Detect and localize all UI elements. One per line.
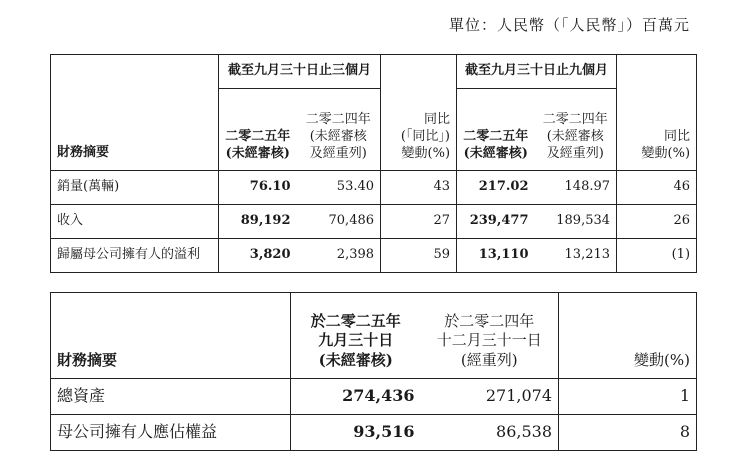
header-spacer xyxy=(617,55,697,89)
cell-9m-2025: 239,477 xyxy=(457,205,535,239)
row-label: 收入 xyxy=(51,205,219,239)
cell-2024: 86,538 xyxy=(421,415,559,451)
col-header-q-2024: 二零二四年 (未經審核 及經重列) xyxy=(297,89,381,171)
table-row xyxy=(51,171,697,205)
cell-9m-2025: 13,110 xyxy=(457,239,535,273)
col-header-9m-yoy: 同比 變動(%) xyxy=(617,89,697,171)
cell-q-yoy: 43 xyxy=(381,171,457,205)
table-row xyxy=(51,239,697,273)
cell-9m-2025: 217.02 xyxy=(457,171,535,205)
cell-q-2025: 89,192 xyxy=(219,205,297,239)
header-label: 財務摘要 xyxy=(51,293,291,379)
col-header-change: 變動(%) xyxy=(559,293,697,379)
table-row xyxy=(51,415,697,451)
header-spacer xyxy=(381,55,457,89)
cell-change: 8 xyxy=(559,415,697,451)
col-header-9m-2025: 二零二五年 (未經審核) xyxy=(457,89,535,171)
cell-q-yoy: 27 xyxy=(381,205,457,239)
cell-q-2024: 70,486 xyxy=(297,205,381,239)
header-label: 財務摘要 xyxy=(51,89,219,171)
cell-q-2025: 76.10 xyxy=(219,171,297,205)
col-header-q-yoy: 同比 (「同比」) 變動(%) xyxy=(381,89,457,171)
cell-9m-2024: 148.97 xyxy=(535,171,617,205)
cell-9m-yoy: (1) xyxy=(617,239,697,273)
cell-9m-yoy: 26 xyxy=(617,205,697,239)
cell-2025: 93,516 xyxy=(291,415,421,451)
col-header-2025: 於二零二五年 九月三十日 (未經審核) xyxy=(291,293,421,379)
table-row xyxy=(51,205,697,239)
balance-sheet-table xyxy=(50,292,697,451)
cell-2025: 274,436 xyxy=(291,379,421,415)
col-header-2024: 於二零二四年 十二月三十一日 (經重列) xyxy=(421,293,559,379)
cell-q-2025: 3,820 xyxy=(219,239,297,273)
cell-q-2024: 2,398 xyxy=(297,239,381,273)
group-header-q3: 截至九月三十日止三個月 xyxy=(219,55,381,89)
row-label: 銷量(萬輛) xyxy=(51,171,219,205)
cell-q-yoy: 59 xyxy=(381,239,457,273)
col-header-9m-2024: 二零二四年 (未經審核 及經重列) xyxy=(535,89,617,171)
group-header-9m: 截至九月三十日止九個月 xyxy=(457,55,617,89)
cell-9m-2024: 189,534 xyxy=(535,205,617,239)
cell-9m-yoy: 46 xyxy=(617,171,697,205)
cell-2024: 271,074 xyxy=(421,379,559,415)
quarterly-financial-table xyxy=(50,54,697,273)
unit-note: 單位：人民幣（「人民幣」）百萬元 xyxy=(448,16,690,34)
cell-q-2024: 53.40 xyxy=(297,171,381,205)
row-label: 歸屬母公司擁有人的溢利 xyxy=(51,239,219,273)
header-spacer xyxy=(51,55,219,89)
table-row xyxy=(51,379,697,415)
row-label: 總資產 xyxy=(51,379,291,415)
col-header-q-2025: 二零二五年 (未經審核) xyxy=(219,89,297,171)
row-label: 母公司擁有人應佔權益 xyxy=(51,415,291,451)
cell-9m-2024: 13,213 xyxy=(535,239,617,273)
cell-change: 1 xyxy=(559,379,697,415)
